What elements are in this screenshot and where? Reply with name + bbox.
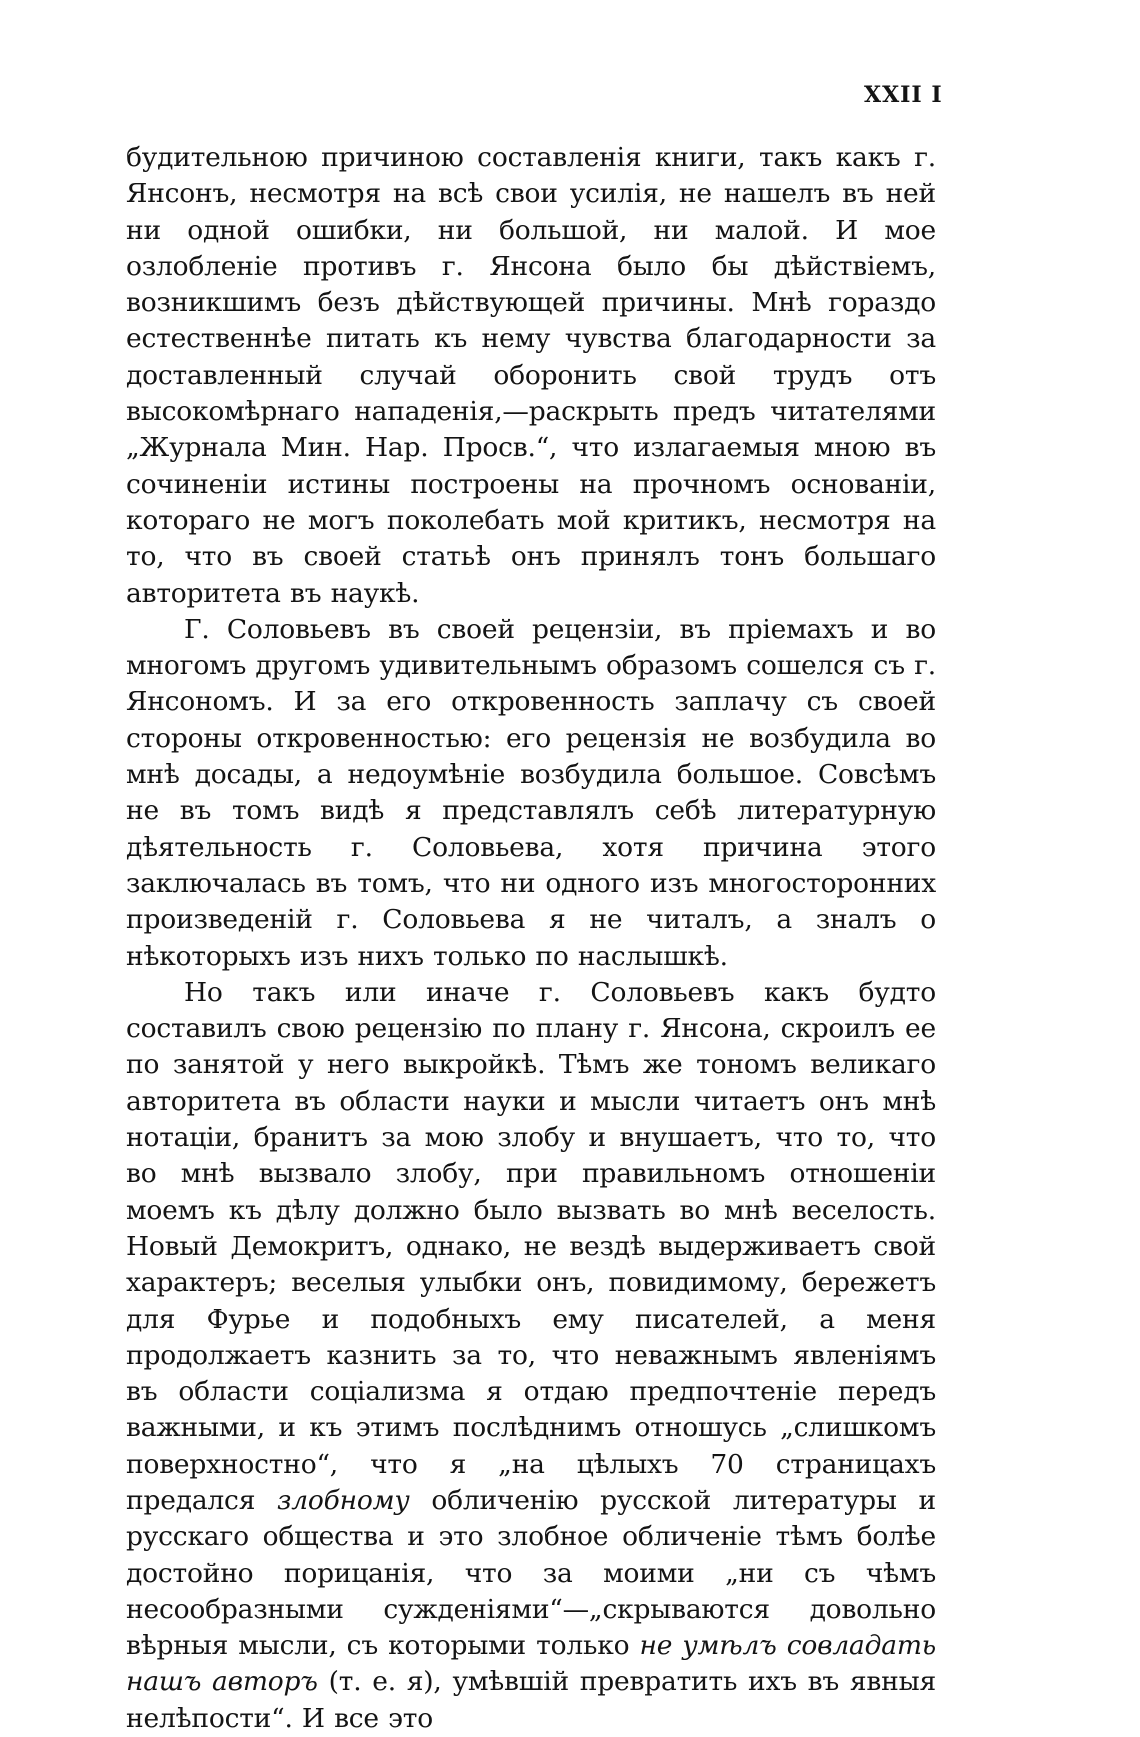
paragraph: будительною причиною составленія книги, такъ какъ г. Янсонъ, несмотря на всѣ свои усилія, не нашелъ въ ней ни одной ошибки, ни большой, ни малой. И мое озлобленіе противъ г. Янсона было бы дѣйствіемъ, возникшимъ безъ дѣйствующей причины. Мнѣ гораздо естественнѣе питать къ нему чувства благодарности за доставленный случай оборонить свой трудъ отъ высокомѣрнаго нападенія,—раскрыть предъ читателями „Журнала Мин. Нар. Просв.“, что излагаемыя мною въ сочиненіи истины построены на прочномъ основаніи, котораго не могъ поколебать мой критикъ, несмотря на то, что въ своей статьѣ онъ принялъ тонъ большаго авторитета въ наукѣ. (126, 142, 936, 609)
paragraph: Но такъ или иначе г. Соловьевъ какъ будто составилъ свою рецензію по плану г. Янсона, скроилъ ее по занятой у него выкройкѣ. Тѣмъ же тономъ великаго авторитета въ области науки и мысли читаетъ онъ мнѣ нотаціи, бранитъ за мою злобу и внушаетъ, что то, что во мнѣ вызвало злобу, при правильномъ отношеніи моемъ къ дѣлу должно было вызвать во мнѣ веселость. Новый Демокритъ, однако, не вездѣ выдерживаетъ свой характеръ; веселыя улыбки онъ, повидимому, бережетъ для Фурье и подобныхъ ему писателей, а меня продолжаетъ казнить за то, что неважнымъ явленіямъ въ области соціализма я отдаю предпочтеніе передъ важными, и къ этимъ послѣднимъ отношусь „слишкомъ поверхностно“, что я „на цѣлыхъ 70 страницахъ предался злобному обличенію русской литературы и русскаго общества и это злобное обличеніе тѣмъ болѣе достойно порицанія, что за моими „ни съ чѣмъ несообразными сужденіями“—„скрываются довольно вѣрныя мысли, съ которыми только не умѣлъ совладать нашъ авторъ (т. е. я), умѣвшій превратить ихъ въ явныя нелѣпости“. И все это (126, 976, 936, 1734)
page-number: XXII I (864, 82, 943, 108)
paragraph: Г. Соловьевъ въ своей рецензіи, въ пріемахъ и во многомъ другомъ удивительнымъ образомъ сошелся съ г. Янсономъ. И за его откровенность заплачу съ своей стороны откровенностью: его рецензія не возбудила во мнѣ досады, а недоумѣніе возбудила большое. Совсѣмъ не въ томъ видѣ я представлялъ себѣ литературную дѣятельность г. Соловьева, хотя причина этого заключалась въ томъ, что ни одного изъ многосторонних произведеній г. Соловьева я не читалъ, а зналъ о нѣкоторыхъ изъ нихъ только по наслышкѣ. (126, 613, 936, 972)
italic-phrase: злобному (276, 1484, 410, 1516)
body-text (126, 140, 936, 1737)
italic-phrase: не умѣлъ совладать нашъ авторъ (126, 1630, 936, 1698)
